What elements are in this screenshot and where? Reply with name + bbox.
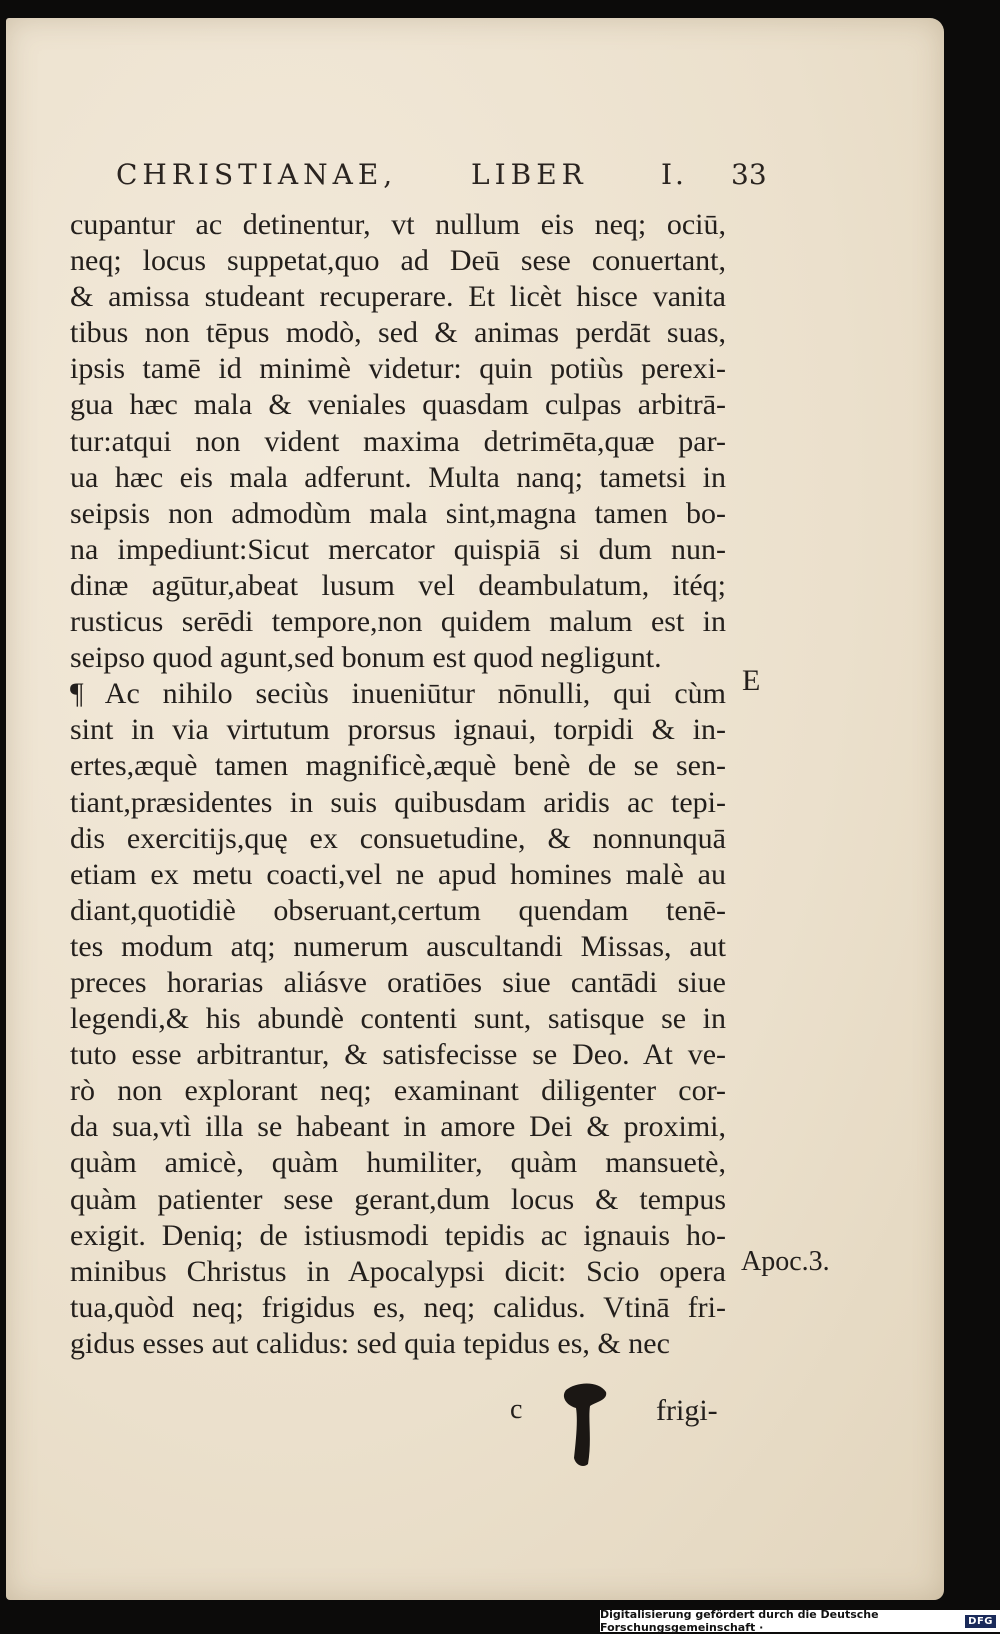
text-line: seipsis non admodùm mala sint,magna tamen bo- xyxy=(70,496,726,530)
text-line: da sua,vtì illa se habeant in amore Dei & proximi, xyxy=(70,1110,726,1144)
text-line: dinæ agūtur,abeat lusum vel deambulatum, itéq; xyxy=(70,568,726,602)
credit-text: Digitalisierung gefördert durch die Deutsche Forschungsgemeinschaft · xyxy=(600,1608,879,1634)
digitization-credit xyxy=(600,1610,1000,1632)
text-line: sint in via virtutum prorsus ignaui, torpidi & in- xyxy=(70,713,726,747)
text-line: preces horarias aliásve oratiōes siue cantādi siue xyxy=(70,965,726,999)
text-line: seipso quod agunt,sed bonum est quod negligunt. xyxy=(70,641,662,675)
body-text xyxy=(70,207,740,1362)
running-head-title: CHRISTIANAE, xyxy=(116,158,398,191)
text-line: rò non explorant neq; examinant diligenter cor- xyxy=(70,1074,726,1108)
text-line: gua hæc mala & veniales quasdam culpas arbitrā- xyxy=(70,388,726,422)
book-page xyxy=(6,18,944,1600)
text-line: quàm amicè, quàm humiliter, quàm mansuetè, xyxy=(70,1146,726,1180)
dfg-logo: DFG xyxy=(965,1615,996,1628)
text-line: na impediunt:Sicut mercator quispiā si dum nun- xyxy=(70,532,726,566)
running-head xyxy=(116,158,766,198)
text-line: ipsis tamē id minimè videtur: quin potiùs perexi- xyxy=(70,352,726,386)
text-line: tur:atqui non vident maxima detrimēta,quæ par- xyxy=(70,424,726,458)
text-line: ertes,æquè tamen magnificè,æquè benè de se sen- xyxy=(70,749,726,783)
ink-blot xyxy=(558,1380,610,1468)
text-line: dis exercitijs,quę ex consuetudine, & nonnunquā xyxy=(70,821,726,855)
text-line: neq; locus suppetat,quo ad Deū sese conuertant, xyxy=(70,244,726,278)
text-line: tiant,præsidentes in suis quibusdam aridis ac tepi- xyxy=(70,785,726,819)
signature-mark: c xyxy=(510,1394,523,1425)
text-line: tuto esse arbitrantur, & satisfecisse se Deo. At ve- xyxy=(70,1038,726,1072)
margin-section-letter: E xyxy=(742,664,761,697)
text-line: & amissa studeant recuperare. Et licèt hisce vanita xyxy=(70,280,726,314)
text-line: legendi,& his abundè contenti sunt, satisque se in xyxy=(70,1002,726,1036)
text-line: minibus Christus in Apocalypsi dicit: Scio opera xyxy=(70,1254,726,1288)
text-line: tes modum atq; numerum auscultandi Missas, aut xyxy=(70,929,726,963)
text-line: etiam ex metu coacti,vel ne apud homines malè au xyxy=(70,857,726,891)
text-line: exigit. Deniq; de istiusmodi tepidis ac ignauis ho- xyxy=(70,1218,726,1252)
text-line: cupantur ac detinentur, vt nullum eis neq; ociū, xyxy=(70,208,726,241)
margin-reference: Apoc.3. xyxy=(741,1246,830,1277)
text-line: quàm patienter sese gerant,dum locus & tempus xyxy=(70,1182,726,1216)
running-head-book-number: I. xyxy=(661,158,687,191)
text-line: gidus esses aut calidus: sed quia tepidus es, & nec xyxy=(70,1326,670,1360)
running-head-liber: LIBER xyxy=(471,158,588,191)
catchword: frigi- xyxy=(656,1394,718,1427)
text-line: diant,quotidiè obseruant,certum quendam tenē- xyxy=(70,893,726,927)
text-line: tibus non tēpus modò, sed & animas perdāt suas, xyxy=(70,316,726,350)
page-number: 33 xyxy=(731,158,767,191)
text-line: rusticus serēdi tempore,non quidem malum est in xyxy=(70,605,726,639)
text-line: tua,quòd neq; frigidus es, neq; calidus. Vtinā fri- xyxy=(70,1290,726,1324)
text-line: ua hæc eis mala adferunt. Multa nanq; tametsi in xyxy=(70,460,726,494)
text-line: ¶ Ac nihilo seciùs inueniūtur nōnulli, qui cùm xyxy=(70,677,726,711)
